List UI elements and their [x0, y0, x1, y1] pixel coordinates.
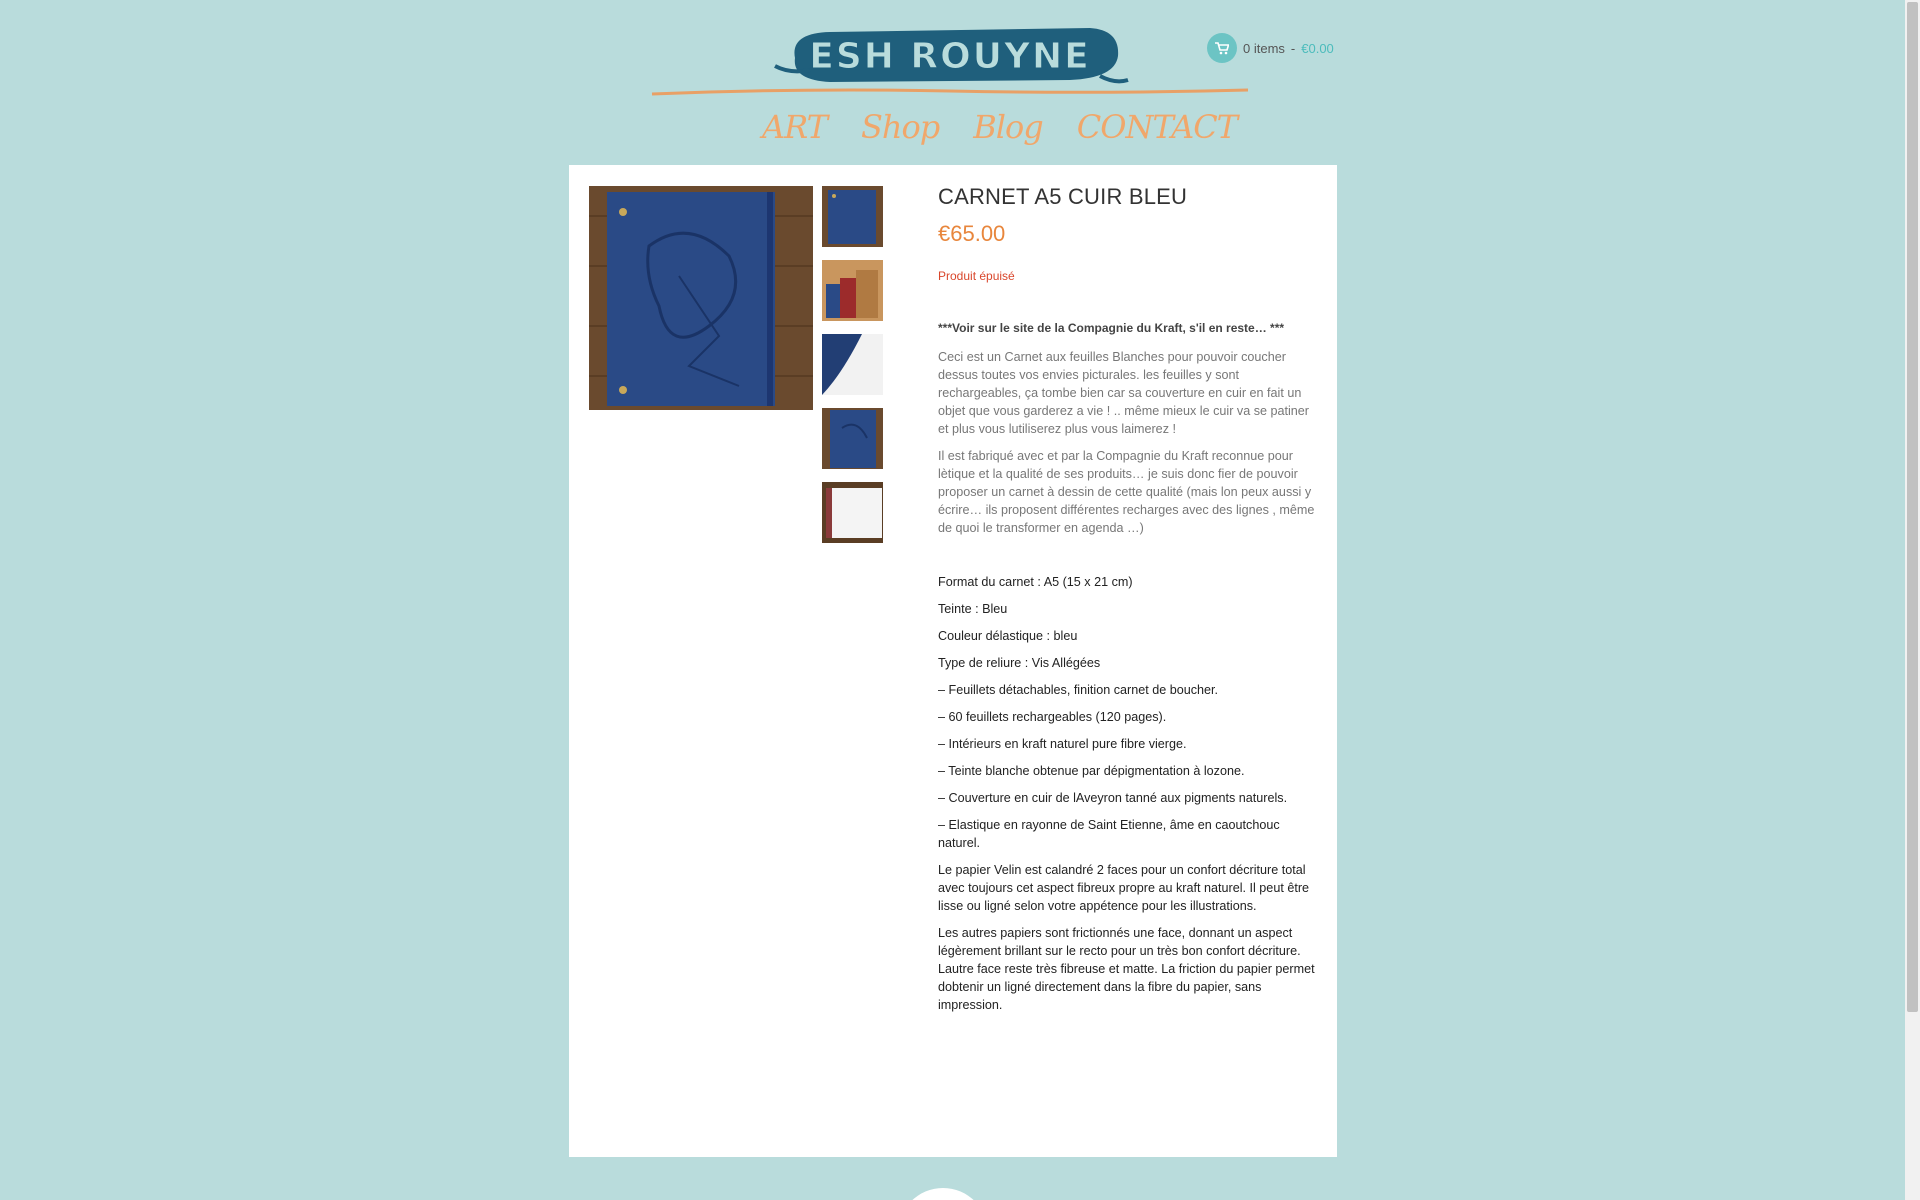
- spec-line: – Feuillets détachables, finition carnet de boucher.: [938, 683, 1219, 697]
- product-thumbnails: [822, 186, 883, 556]
- spec-line: Teinte : Bleu: [938, 602, 1008, 616]
- product-thumbnail[interactable]: [822, 186, 883, 247]
- nav-item-blog[interactable]: Blog: [973, 108, 1043, 146]
- footer-badge: [898, 1188, 988, 1200]
- stock-status: Produit épuisé: [938, 269, 1015, 283]
- site-logo[interactable]: [770, 18, 1130, 88]
- cart-separator: -: [1290, 40, 1296, 56]
- product-price: €65.00: [938, 221, 1006, 246]
- product-thumbnail[interactable]: [822, 334, 883, 395]
- spec-line: Le papier Velin est calandré 2 faces pour un confort décriture total avec toujours cet aspect fibreux propre au kraft naturel. Il peut être lisse ou ligné selon votre appétence pour les illustrations.: [938, 863, 1310, 913]
- header-divider: [650, 85, 1250, 99]
- spec-line: – 60 feuillets rechargeables (120 pages).: [938, 710, 1167, 724]
- product-panel: [569, 165, 1337, 1157]
- product-title: CARNET A5 CUIR BLEU: [938, 184, 1188, 209]
- spec-line: Couleur délastique : bleu: [938, 629, 1078, 643]
- description-paragraph: Il est fabriqué avec et par la Compagnie du Kraft reconnue pour lètique et la qualité de ses produits… je suis donc fier de pouvoir proposer un carnet à dessin de cette qualité (mais lon peux aussi y écrire… ils proposent différentes recharges avec des lignes , même de quoi le transformer en agenda …): [938, 449, 1315, 535]
- spec-line: Type de reliure : Vis Allégées: [938, 656, 1101, 670]
- main-nav: [762, 108, 1237, 146]
- product-teaser: ***Voir sur le site de la Compagnie du Kraft, s'il en reste… ***: [938, 321, 1285, 335]
- product-details: [938, 184, 1316, 1023]
- logo-text: ESH ROUYNE: [809, 36, 1091, 77]
- spec-line: Format du carnet : A5 (15 x 21 cm): [938, 575, 1133, 589]
- product-main-image[interactable]: [589, 186, 813, 410]
- nav-item-contact[interactable]: CONTACT: [1076, 108, 1238, 146]
- shopping-cart-icon[interactable]: [1207, 33, 1237, 63]
- spec-line: Les autres papiers sont frictionnés une face, donnant un aspect légèrement brillant sur le recto pour un très bon confort décriture. Lautre face reste très fibreuse et matte. La friction du papier permet dobtenir un ligné directement dans la fibre du papier, sans impression.: [938, 926, 1315, 1012]
- spec-line: – Couverture en cuir de lAveyron tanné aux pigments naturels.: [938, 791, 1288, 805]
- description-paragraph: Ceci est un Carnet aux feuilles Blanches pour pouvoir coucher dessus toutes vos envies picturales. les feuilles y sont rechargeables, ça tombe bien car sa couverture en cuir en fait un objet que vous garderez a vie ! .. même mieux le cuir va se patiner et plus vous lutiliserez plus vous laimerez !: [938, 350, 1309, 436]
- page-scrollbar[interactable]: [1905, 0, 1920, 1200]
- product-thumbnail[interactable]: [822, 408, 883, 469]
- cart-summary[interactable]: [1207, 33, 1334, 63]
- cart-items-count[interactable]: 0 items: [1243, 40, 1285, 56]
- spec-line: – Teinte blanche obtenue par dépigmentation à lozone.: [938, 764, 1245, 778]
- nav-item-art[interactable]: ART: [762, 108, 827, 146]
- nav-item-shop[interactable]: Shop: [860, 108, 940, 146]
- spec-line: – Elastique en rayonne de Saint Etienne, âme en caoutchouc naturel.: [938, 818, 1280, 850]
- cart-total[interactable]: €0.00: [1301, 40, 1334, 56]
- product-thumbnail[interactable]: [822, 482, 883, 543]
- scrollbar-thumb[interactable]: [1907, 2, 1918, 1012]
- product-thumbnail[interactable]: [822, 260, 883, 321]
- spec-line: – Intérieurs en kraft naturel pure fibre vierge.: [938, 737, 1187, 751]
